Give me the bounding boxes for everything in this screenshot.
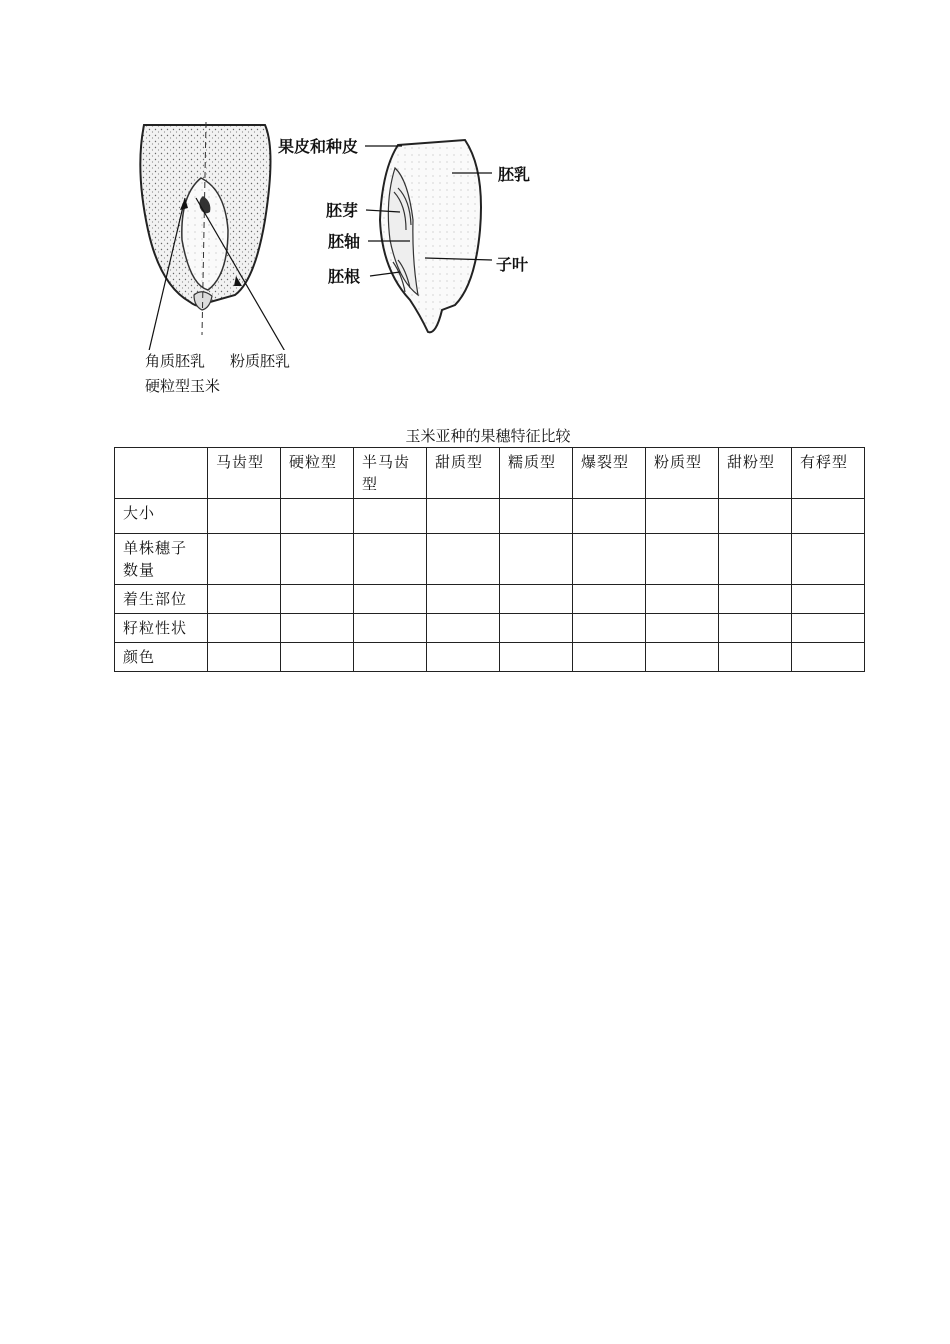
table-cell	[792, 534, 865, 585]
kernel-section-illustration	[365, 140, 492, 332]
table-title: 玉米亚种的果穗特征比较	[405, 427, 571, 445]
header-semi-dent: 半马齿型	[354, 448, 427, 499]
table-cell	[646, 499, 719, 534]
table-cell	[208, 614, 281, 643]
table-cell	[573, 534, 646, 585]
table-cell	[354, 643, 427, 672]
table-cell	[427, 614, 500, 643]
table-cell	[427, 499, 500, 534]
label-floury-endosperm: 粉质胚乳	[230, 352, 291, 370]
row-label-ear-position: 着生部位	[115, 585, 208, 614]
table-cell	[354, 614, 427, 643]
table-cell	[427, 534, 500, 585]
table-cell	[500, 585, 573, 614]
table-cell	[427, 585, 500, 614]
table-cell	[354, 585, 427, 614]
table-cell	[427, 643, 500, 672]
header-starchy-sweet: 甜粉型	[719, 448, 792, 499]
table-cell	[646, 585, 719, 614]
table-cell	[646, 534, 719, 585]
header-waxy: 糯质型	[500, 448, 573, 499]
table-row	[115, 499, 865, 534]
label-kernel-type: 硬粒型玉米	[145, 377, 221, 395]
corn-kernel-diagram	[130, 110, 560, 350]
table-cell	[500, 534, 573, 585]
label-pericarp-testa: 果皮和种皮	[278, 137, 359, 156]
table-cell	[208, 534, 281, 585]
table-cell	[719, 534, 792, 585]
table-cell	[646, 643, 719, 672]
table-cell	[573, 614, 646, 643]
label-hypocotyl: 胚轴	[328, 232, 361, 251]
header-sweet: 甜质型	[427, 448, 500, 499]
table-cell	[792, 499, 865, 534]
table-cell	[281, 643, 354, 672]
table-cell	[573, 585, 646, 614]
header-popcorn: 爆裂型	[573, 448, 646, 499]
subspecies-comparison-table	[114, 447, 865, 672]
table-cell	[281, 614, 354, 643]
table-row	[115, 534, 865, 585]
row-label-color: 颜色	[115, 643, 208, 672]
table-row	[115, 585, 865, 614]
header-corner-cell	[115, 448, 208, 499]
table-cell	[354, 534, 427, 585]
header-flour: 粉质型	[646, 448, 719, 499]
table-cell	[792, 614, 865, 643]
table-cell	[208, 643, 281, 672]
table-cell	[500, 499, 573, 534]
table-cell	[719, 643, 792, 672]
table-cell	[354, 499, 427, 534]
label-horny-endosperm: 角质胚乳	[145, 352, 206, 370]
table-cell	[646, 614, 719, 643]
table-cell	[208, 499, 281, 534]
table-cell	[281, 499, 354, 534]
table-cell	[208, 585, 281, 614]
table-cell	[792, 643, 865, 672]
table-cell	[719, 614, 792, 643]
table-cell	[573, 643, 646, 672]
label-endosperm: 胚乳	[498, 165, 531, 184]
row-label-ears-per-plant: 单株穗子数量	[115, 534, 208, 585]
row-label-size: 大小	[115, 499, 208, 534]
table-cell	[500, 614, 573, 643]
table-cell	[500, 643, 573, 672]
table-cell	[792, 585, 865, 614]
table-row	[115, 643, 865, 672]
flint-kernel-illustration	[140, 122, 290, 350]
table-cell	[281, 585, 354, 614]
row-label-kernel-traits: 籽粒性状	[115, 614, 208, 643]
header-flint: 硬粒型	[281, 448, 354, 499]
header-pod: 有稃型	[792, 448, 865, 499]
header-dent: 马齿型	[208, 448, 281, 499]
table-cell	[719, 585, 792, 614]
table-row	[115, 614, 865, 643]
label-radicle: 胚根	[328, 267, 361, 286]
table-cell	[719, 499, 792, 534]
label-cotyledon: 子叶	[496, 255, 529, 274]
table-cell	[573, 499, 646, 534]
table-cell	[281, 534, 354, 585]
table-header-row	[115, 448, 865, 499]
label-plumule: 胚芽	[326, 201, 359, 220]
